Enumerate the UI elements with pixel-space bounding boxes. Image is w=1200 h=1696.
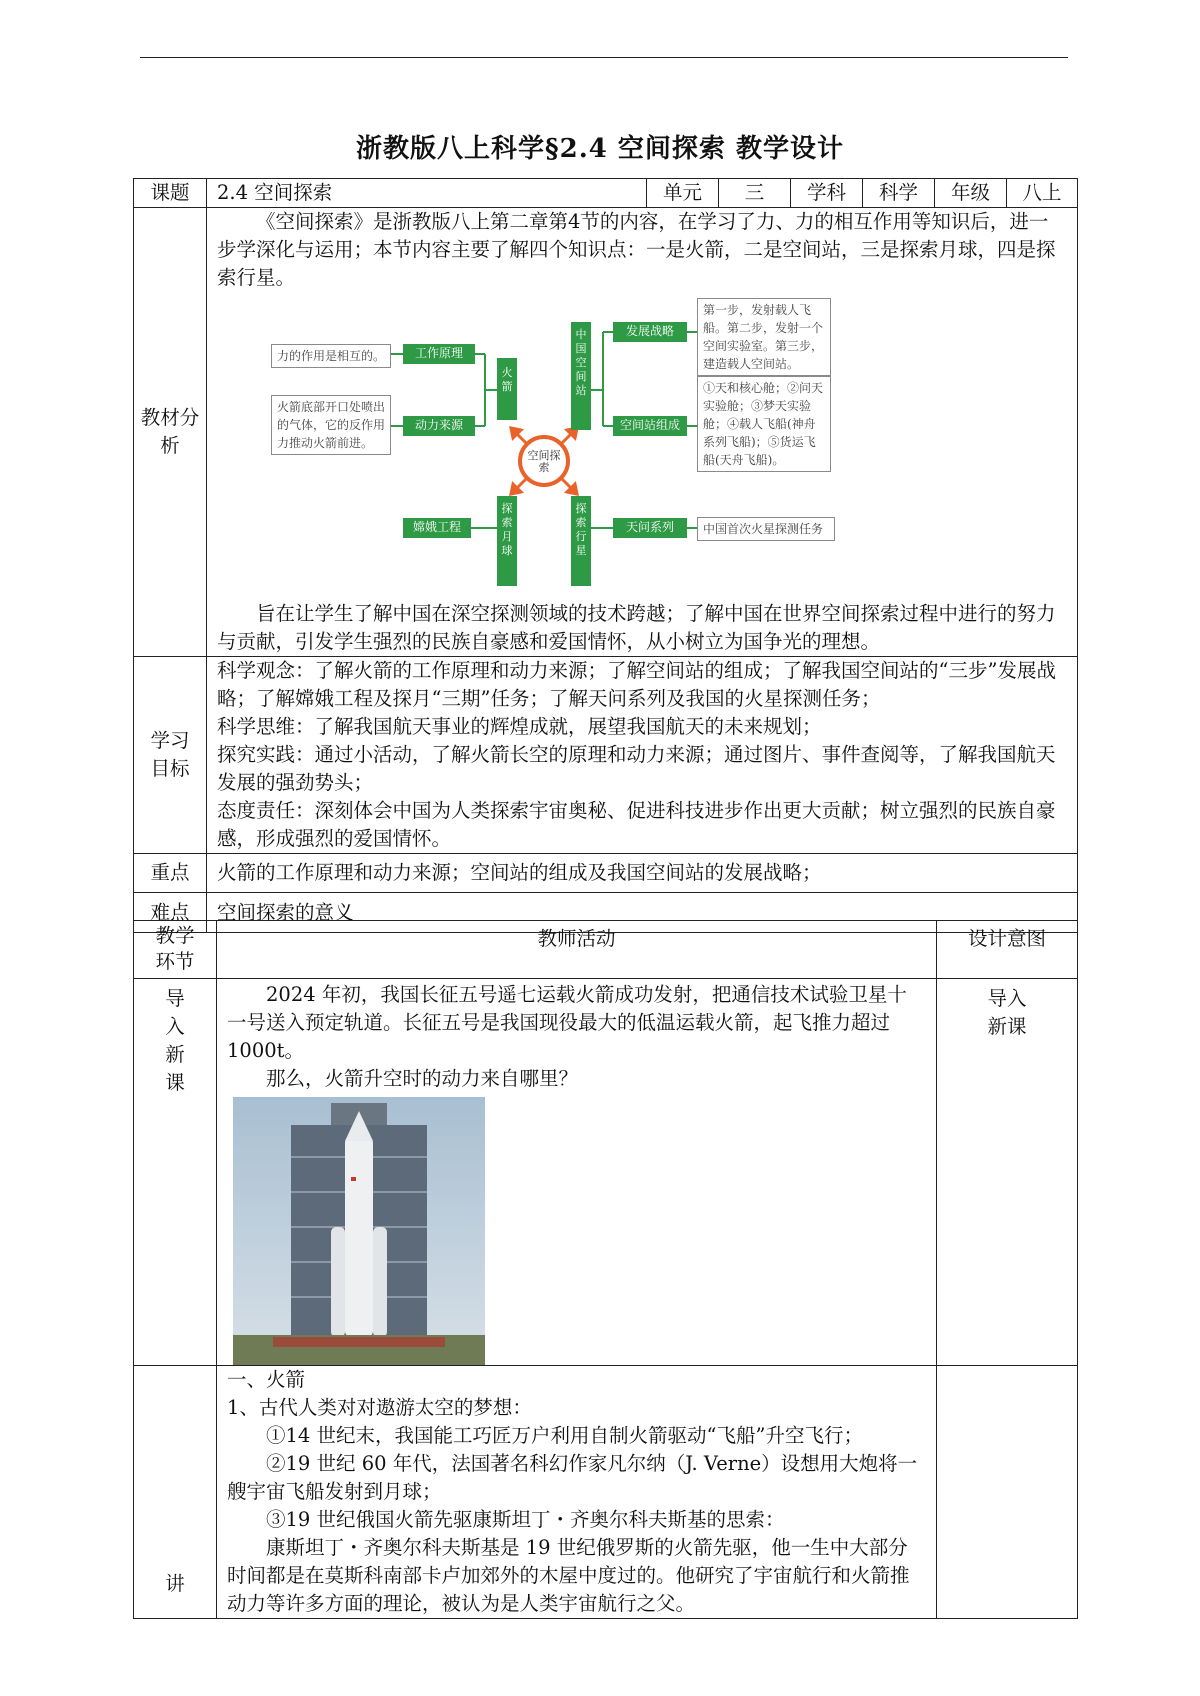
- mind-composition: 空间站组成: [613, 416, 687, 436]
- mind-change: 嫦娥工程: [403, 518, 471, 538]
- analysis-paragraph-1: 《空间探索》是浙教版八上第二章第4节的内容，在学习了力、力的相互作用等知识后，进一步学深化与运用；本节内容主要了解四个知识点：一是火箭，二是空间站，三是探索月球，四是探索行星。: [217, 210, 1056, 289]
- subject-label: 学科: [791, 179, 863, 208]
- key-value: 火箭的工作原理和动力来源；空间站的组成及我国空间站的发展战略；: [207, 854, 1078, 893]
- mind-map: [267, 298, 887, 596]
- rocket-launch-photo: [233, 1097, 485, 1365]
- lesson-table: [133, 920, 1078, 1619]
- subject-value: 科学: [863, 179, 935, 208]
- difficult-value: 空间探索的意义: [207, 893, 1078, 933]
- mind-station: 中国空间站: [571, 322, 591, 430]
- lecture-item-1: ①14 世纪末，我国能工巧匠万户利用自制火箭驱动“飞船”升空飞行；: [266, 1424, 863, 1447]
- goal-thinking: 科学思维：了解我国航天事业的辉煌成就，展望我国航天的未来规划；: [217, 715, 822, 738]
- lecture-heading: 一、火箭: [227, 1368, 306, 1391]
- mind-planet: 探索行星: [571, 496, 591, 586]
- mind-power-note: 火箭底部开口处喷出的气体，它的反作用力推动火箭前进。: [271, 395, 391, 455]
- intro-intent: 导入新课: [937, 979, 1078, 1366]
- header-rule: [140, 57, 1068, 58]
- mind-power-source: 动力来源: [403, 416, 475, 436]
- intro-question: 那么，火箭升空时的动力来自哪里？: [266, 1067, 579, 1090]
- col-intent-header: 设计意图: [937, 921, 1078, 979]
- mind-tianwen: 天问系列: [613, 518, 687, 538]
- grade-value: 八上: [1007, 179, 1078, 208]
- page-title: 浙教版八上科学§2.4 空间探索 教学设计: [356, 134, 844, 164]
- topic-value: 2.4 空间探索: [207, 179, 647, 208]
- analysis-label: 教材分析: [134, 208, 207, 657]
- intro-paragraph-1: 2024 年初，我国长征五号遥七运载火箭成功发射，把通信技术试验卫星十一号送入预定轨道。长征五号是我国现役最大的低温运载火箭，起飞推力超过1000t。: [227, 983, 907, 1062]
- mind-strategy-note: 第一步，发射载人飞船。第二步，发射一个空间实验室。第三步，建造载人空间站。: [697, 298, 831, 376]
- unit-value: 三: [719, 179, 791, 208]
- goals-label: 学习目标: [134, 657, 207, 854]
- col-stage-header: 教学环节: [134, 921, 217, 979]
- lecture-item-3: ③19 世纪俄国火箭先驱康斯坦丁・齐奥尔科夫斯基的思索：: [266, 1508, 785, 1531]
- intro-stage: 导入新课: [134, 979, 217, 1366]
- col-teacher-header: 教师活动: [217, 921, 937, 979]
- analysis-paragraph-2: 旨在让学生了解中国在深空探测领域的技术跨越；了解中国在世界空间探索过程中进行的努力与贡献，引发学生强烈的民族自豪感和爱国情怀，从小树立为国争光的理想。: [217, 602, 1056, 653]
- topic-label: 课题: [134, 179, 207, 208]
- mind-work-principle: 工作原理: [403, 344, 475, 364]
- mind-tianwen-note: 中国首次火星探测任务: [697, 517, 835, 541]
- info-table: [133, 178, 1078, 933]
- mind-rocket: 火箭: [497, 358, 517, 420]
- lecture-intent: [937, 1366, 1078, 1619]
- mind-composition-note: ①天和核心舱；②问天实验舱；③梦天实验舱；④载人飞船(神舟系列飞船)；⑤货运飞船(天舟飞船)。: [697, 376, 831, 472]
- lecture-item-2: ②19 世纪 60 年代，法国著名科幻作家凡尔纳（J. Verne）设想用大炮将一艘宇宙飞船发射到月球；: [227, 1452, 918, 1503]
- goal-practice: 探究实践：通过小活动，了解火箭长空的原理和动力来源；通过图片、事件查阅等，了解我国航天发展的强劲势头；: [217, 743, 1056, 794]
- goal-attitude: 态度责任：深刻体会中国为人类探索宇宙奥秘、促进科技进步作出更大贡献；树立强烈的民族自豪感，形成强烈的爱国情怀。: [217, 799, 1056, 850]
- lecture-bio: 康斯坦丁・齐奥尔科夫斯基是 19 世纪俄罗斯的火箭先驱，他一生中大部分时间都是在莫斯科南部卡卢加郊外的木屋中度过的。他研究了宇宙航行和火箭推动力等许多方面的理论，被认为是人类宇宙航行之父。: [227, 1536, 910, 1615]
- difficult-label: 难点: [134, 893, 207, 933]
- unit-label: 单元: [647, 179, 719, 208]
- mind-center: 空间探索: [527, 449, 561, 474]
- mind-strategy: 发展战略: [613, 322, 687, 342]
- lecture-stage: 讲: [134, 1366, 217, 1619]
- lecture-subheading: 1、古代人类对对遨游太空的梦想：: [227, 1396, 532, 1419]
- mind-work-note: 力的作用是相互的。: [271, 344, 391, 368]
- grade-label: 年级: [935, 179, 1007, 208]
- mind-moon: 探索月球: [497, 496, 517, 586]
- goal-concept: 科学观念：了解火箭的工作原理和动力来源；了解空间站的组成；了解我国空间站的“三步”发展战略；了解嫦娥工程及探月“三期”任务；了解天问系列及我国的火星探测任务；: [217, 659, 1056, 710]
- key-label: 重点: [134, 854, 207, 893]
